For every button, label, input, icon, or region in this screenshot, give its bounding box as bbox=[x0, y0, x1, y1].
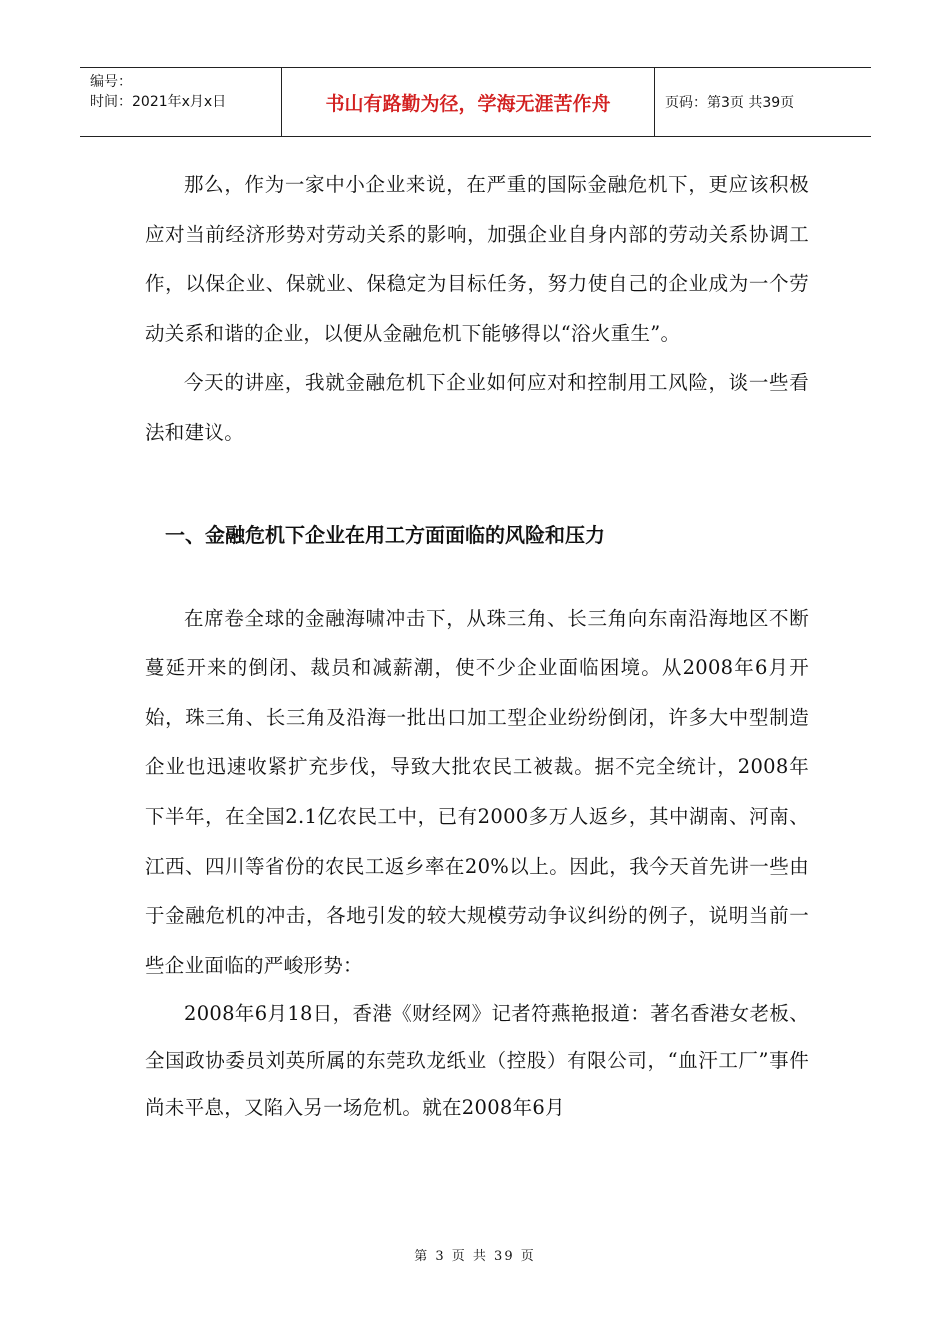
document-number-label: 编号： bbox=[90, 74, 132, 90]
paragraph-3: 在席卷全球的金融海啸冲击下，从珠三角、长三角向东南沿海地区不断蔓延开来的倒闭、裁员和减薪潮，使不少企业面临困境。从2008年6月开始，珠三角、长三角及沿海一批出口加工型企业纷纷倒闭，许多大中型制造企业也迅速收紧扩充步伐，导致大批农民工被裁。据不完全统计，2008年下半年，在全国2.1亿农民工中，已有2000多万人返乡，其中湖南、河南、江西、四川等省份的农民工返乡率在20%以上。因此，我今天首先讲一些由于金融危机的冲击，各地引发的较大规模劳动争议纠纷的例子，说明当前一些企业面临的严峻形势： bbox=[145, 606, 809, 977]
header-motto: 书山有路勤为径，学海无涯苦作舟 bbox=[282, 68, 655, 136]
document-body bbox=[145, 160, 809, 1131]
page-footer: 第 3 页 共 39 页 bbox=[414, 1249, 536, 1264]
section-heading: 一、金融危机下企业在用工方面面临的风险和压力 bbox=[165, 522, 605, 547]
paragraph-2: 今天的讲座，我就金融危机下企业如何应对和控制用工风险，谈一些看法和建议。 bbox=[145, 371, 809, 444]
paragraph-1: 那么，作为一家中小企业来说，在严重的国际金融危机下，更应该积极应对当前经济形势对劳动关系的影响，加强企业自身内部的劳动关系协调工作，以保企业、保就业、保稳定为目标任务，努力使自己的企业成为一个劳动关系和谐的企业，以便从金融危机下能够得以“浴火重生”。 bbox=[145, 173, 809, 345]
header-page-info: 页码：第3页 共39页 bbox=[665, 95, 795, 111]
document-time-label: 时间：2021年x月x日 bbox=[90, 94, 227, 110]
paragraph-4: 2008年6月18日，香港《财经网》记者符燕艳报道：著名香港女老板、全国政协委员刘英所属的东莞玖龙纸业（控股）有限公司，“血汗工厂”事件尚未平息，又陷入另一场危机。就在2008年6月 bbox=[145, 1002, 809, 1120]
header-meta bbox=[80, 68, 282, 136]
page-header bbox=[80, 67, 871, 137]
